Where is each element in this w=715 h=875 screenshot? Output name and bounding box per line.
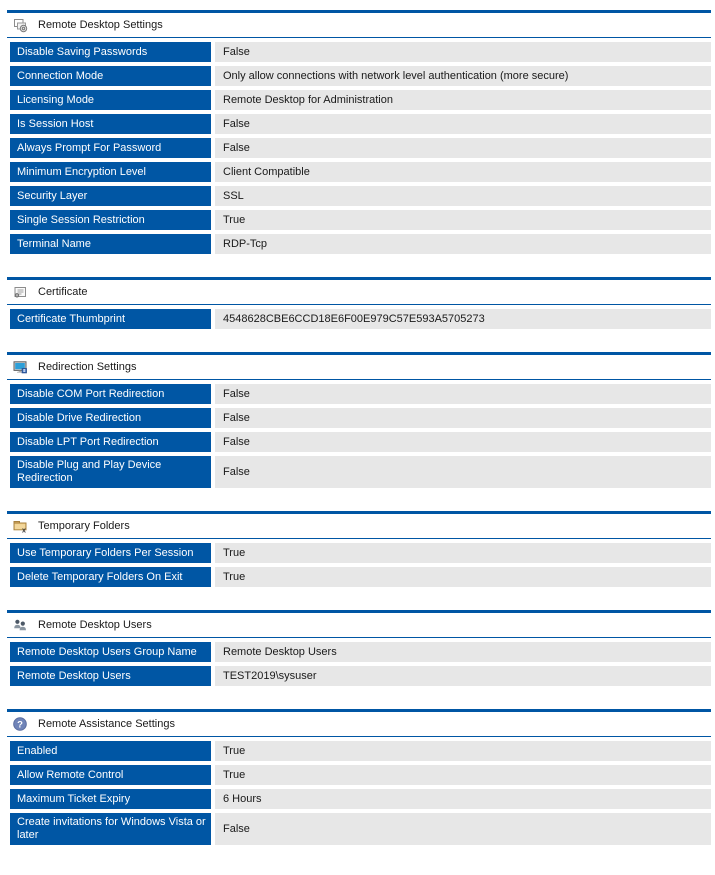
row-value: False (215, 456, 711, 488)
section-title: Remote Assistance Settings (38, 717, 175, 730)
table-row (10, 813, 711, 845)
row-value: 6 Hours (215, 789, 711, 809)
table-row (10, 765, 711, 785)
row-value: False (215, 432, 711, 452)
table-row (10, 408, 711, 428)
table-row (10, 42, 711, 62)
row-label: Security Layer (10, 186, 211, 206)
section-rows (10, 737, 711, 845)
row-label: Remote Desktop Users Group Name (10, 642, 211, 662)
table-row (10, 138, 711, 158)
row-value: False (215, 813, 711, 845)
row-value: False (215, 384, 711, 404)
row-value: False (215, 138, 711, 158)
row-label: Disable COM Port Redirection (10, 384, 211, 404)
row-value: False (215, 408, 711, 428)
section-header (7, 613, 711, 637)
row-value: True (215, 567, 711, 587)
svg-text:x: x (22, 527, 26, 534)
section-header (7, 280, 711, 304)
settings-section (7, 709, 711, 845)
row-value: True (215, 210, 711, 230)
row-value: False (215, 42, 711, 62)
section-title: Remote Desktop Users (38, 618, 152, 631)
users-icon (12, 617, 28, 633)
row-value: False (215, 114, 711, 134)
table-row (10, 741, 711, 761)
table-row (10, 186, 711, 206)
row-value: SSL (215, 186, 711, 206)
section-title: Remote Desktop Settings (38, 18, 163, 31)
row-value: Remote Desktop Users (215, 642, 711, 662)
row-label: Delete Temporary Folders On Exit (10, 567, 211, 587)
row-label: Create invitations for Windows Vista or later (10, 813, 211, 845)
section-header (7, 514, 711, 538)
help-icon (12, 716, 28, 732)
row-value: True (215, 741, 711, 761)
row-label: Licensing Mode (10, 90, 211, 110)
section-rows (10, 38, 711, 254)
row-label: Single Session Restriction (10, 210, 211, 230)
row-label: Connection Mode (10, 66, 211, 86)
row-label: Enabled (10, 741, 211, 761)
temporary-folder-icon (12, 518, 28, 534)
row-label: Use Temporary Folders Per Session (10, 543, 211, 563)
remote-desktop-settings-icon (12, 17, 28, 33)
table-row (10, 432, 711, 452)
table-row (10, 456, 711, 488)
row-value: Only allow connections with network level authentication (more secure) (215, 66, 711, 86)
row-value: TEST2019\sysuser (215, 666, 711, 686)
table-row (10, 210, 711, 230)
certificate-icon (12, 284, 28, 300)
table-row (10, 567, 711, 587)
row-value: True (215, 543, 711, 563)
row-label: Certificate Thumbprint (10, 309, 211, 329)
row-value: RDP-Tcp (215, 234, 711, 254)
settings-section (7, 277, 711, 329)
section-rows (10, 539, 711, 587)
table-row (10, 789, 711, 809)
table-row (10, 666, 711, 686)
settings-section (7, 610, 711, 686)
section-rows (10, 305, 711, 329)
svg-text:?: ? (17, 719, 23, 731)
section-header (7, 13, 711, 37)
table-row (10, 90, 711, 110)
table-row (10, 234, 711, 254)
settings-section (7, 10, 711, 254)
row-label: Disable Plug and Play Device Redirection (10, 456, 211, 488)
row-label: Maximum Ticket Expiry (10, 789, 211, 809)
section-rows (10, 638, 711, 686)
row-label: Minimum Encryption Level (10, 162, 211, 182)
section-title: Redirection Settings (38, 360, 137, 373)
row-label: Remote Desktop Users (10, 666, 211, 686)
row-label: Disable Drive Redirection (10, 408, 211, 428)
row-label: Disable Saving Passwords (10, 42, 211, 62)
row-label: Disable LPT Port Redirection (10, 432, 211, 452)
row-value: 4548628CBE6CCD18E6F00E979C57E593A5705273 (215, 309, 711, 329)
row-label: Allow Remote Control (10, 765, 211, 785)
table-row (10, 384, 711, 404)
row-value: Remote Desktop for Administration (215, 90, 711, 110)
table-row (10, 114, 711, 134)
section-title: Temporary Folders (38, 519, 130, 532)
table-row (10, 543, 711, 563)
monitor-redirection-icon (12, 359, 28, 375)
table-row (10, 309, 711, 329)
section-header (7, 355, 711, 379)
table-row (10, 642, 711, 662)
row-label: Is Session Host (10, 114, 211, 134)
table-row (10, 66, 711, 86)
row-value: True (215, 765, 711, 785)
section-title: Certificate (38, 285, 88, 298)
section-rows (10, 380, 711, 488)
settings-section (7, 511, 711, 587)
row-label: Always Prompt For Password (10, 138, 211, 158)
settings-section (7, 352, 711, 488)
row-label: Terminal Name (10, 234, 211, 254)
row-value: Client Compatible (215, 162, 711, 182)
table-row (10, 162, 711, 182)
section-header (7, 712, 711, 736)
